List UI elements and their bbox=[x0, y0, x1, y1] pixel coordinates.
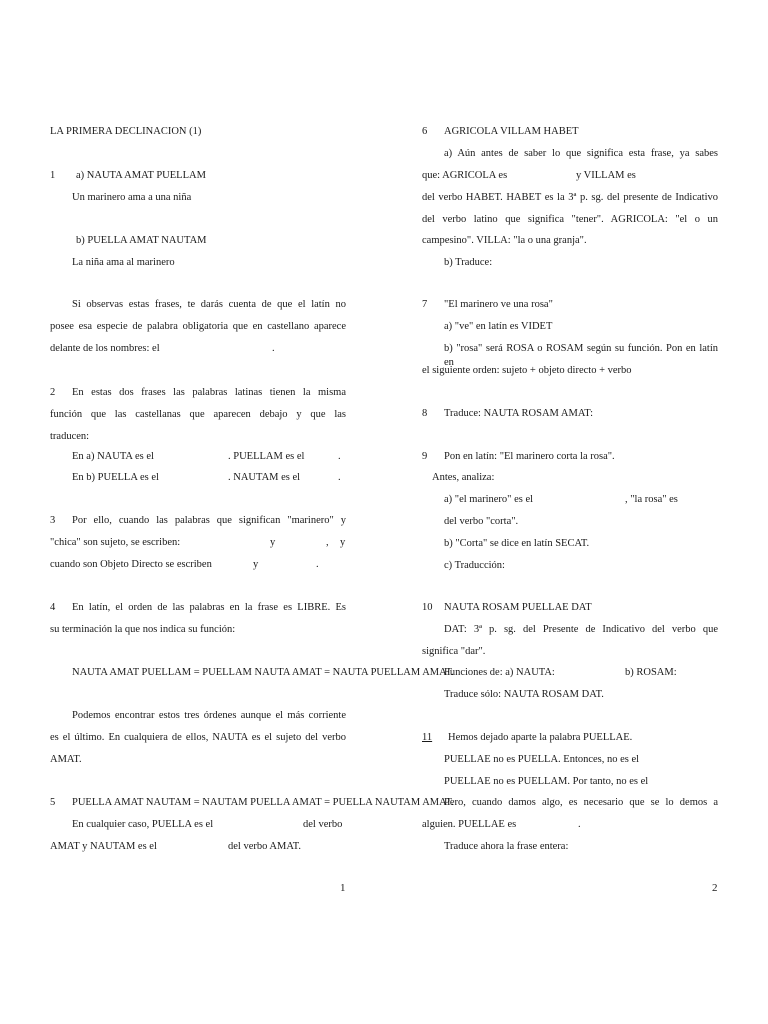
paragraph-line: traducen: bbox=[50, 431, 90, 442]
paragraph-line: b) Traduce: bbox=[444, 257, 493, 268]
paragraph-line: En latín, el orden de las palabras en la frase es LIBRE. Es bbox=[72, 602, 346, 613]
blank-sep: , bbox=[326, 537, 329, 548]
paragraph-line: cuando son Objeto Directo se escriben bbox=[50, 559, 212, 570]
item-number: 9 bbox=[422, 451, 428, 462]
paragraph-line: y VILLAM es bbox=[576, 170, 636, 181]
latin-order: NAUTA AMAT PUELLAM = PUELLAM NAUTA AMAT = NAUTA PUELLAM AMAT. bbox=[72, 667, 454, 678]
paragraph-line: delante de los nombres: el bbox=[50, 343, 160, 354]
paragraph-line: que: AGRICOLA es bbox=[422, 170, 508, 181]
paragraph-line: AMAT y NAUTAM es el bbox=[50, 841, 157, 852]
translation: La niña ama al marinero bbox=[72, 257, 175, 268]
page-title: LA PRIMERA DECLINACION (1) bbox=[50, 126, 202, 137]
paragraph-line: "El marinero ve una rosa" bbox=[444, 299, 553, 310]
latin-sentence: AGRICOLA VILLAM HABET bbox=[444, 126, 579, 137]
paragraph-line: b) "rosa" será ROSA o ROSAM según su función. Pon en latín en bbox=[444, 343, 718, 368]
paragraph-line: a) "ve" en latín es VIDET bbox=[444, 321, 553, 332]
paragraph-line: del verbo AMAT. bbox=[228, 841, 302, 852]
paragraph-line: AMAT. bbox=[50, 754, 82, 765]
paragraph-line: Traduce ahora la frase entera: bbox=[444, 841, 569, 852]
page-number: 1 bbox=[340, 882, 346, 894]
item-number: 2 bbox=[50, 387, 56, 398]
blank-sep: . bbox=[316, 559, 319, 570]
translation: Un marinero ama a una niña bbox=[72, 192, 192, 203]
blank-sep: y bbox=[270, 537, 276, 548]
item-number: 8 bbox=[422, 408, 428, 419]
fill-line: En a) NAUTA es el bbox=[72, 451, 154, 462]
fill-line: b) ROSAM: bbox=[625, 667, 677, 678]
latin-order: PUELLA AMAT NAUTAM = NAUTAM PUELLA AMAT = PUELLA NAUTAM AMAT. bbox=[72, 797, 454, 808]
fill-line: . PUELLAM es el bbox=[228, 451, 305, 462]
paragraph-line: Pon en latín: "El marinero corta la rosa". bbox=[444, 451, 615, 462]
fill-line: En b) PUELLA es el bbox=[72, 472, 159, 483]
blank-end: . bbox=[272, 343, 275, 354]
item-number: 3 bbox=[50, 515, 56, 526]
paragraph-line: Pero, cuando damos algo, es necesario que se lo demos a bbox=[444, 797, 718, 808]
paragraph-line: Traduce: NAUTA ROSAM AMAT: bbox=[444, 408, 594, 419]
fill-line: . bbox=[338, 472, 341, 483]
latin-sentence: a) NAUTA AMAT PUELLAM bbox=[76, 170, 206, 181]
paragraph-line: es el último. En cualquiera de ellos, NAUTA es el sujeto del verbo bbox=[50, 732, 346, 743]
latin-sentence: NAUTA ROSAM PUELLAE DAT bbox=[444, 602, 592, 613]
paragraph-line: "chica" son sujeto, se escriben: bbox=[50, 537, 181, 548]
paragraph-line: alguien. PUELLAE es bbox=[422, 819, 517, 830]
fill-line: Funciones de: a) NAUTA: bbox=[444, 667, 555, 678]
paragraph-line: del verbo latino que significa "tener". AGRICOLA: "el o un bbox=[422, 214, 718, 225]
page-2 bbox=[422, 0, 718, 1024]
paragraph-line: significa "dar". bbox=[422, 646, 486, 657]
paragraph-line: b) "Corta" se dice en latín SECAT. bbox=[444, 538, 590, 549]
paragraph-line: del verbo HABET. HABET es la 3ª p. sg. del presente de Indicativo bbox=[422, 192, 718, 203]
paragraph-line: su terminación la que nos indica su función: bbox=[50, 624, 236, 635]
paragraph-line: En cualquier caso, PUELLA es el bbox=[72, 819, 214, 830]
paragraph-line: Si observas estas frases, te darás cuenta de que el latín no bbox=[72, 299, 346, 310]
paragraph-line: el siguiente orden: sujeto + objeto directo + verbo bbox=[422, 365, 632, 376]
item-number: 4 bbox=[50, 602, 56, 613]
item-number: 11 bbox=[422, 732, 433, 743]
paragraph-line: c) Traducción: bbox=[444, 560, 505, 571]
paragraph-line: Por ello, cuando las palabras que significan "marinero" y bbox=[72, 515, 346, 526]
item-number: 7 bbox=[422, 299, 428, 310]
paragraph-line: campesino". VILLA: "la o una granja". bbox=[422, 235, 587, 246]
item-number: 1 bbox=[50, 170, 56, 181]
fill-line: , "la rosa" es bbox=[625, 494, 678, 505]
blank-sep: y bbox=[340, 537, 346, 548]
fill-line: . bbox=[338, 451, 341, 462]
paragraph-line: En estas dos frases las palabras latinas tienen la misma bbox=[72, 387, 346, 398]
paragraph-line: Traduce sólo: NAUTA ROSAM DAT. bbox=[444, 689, 604, 700]
blank-end: . bbox=[578, 819, 581, 830]
page-number: 2 bbox=[712, 882, 718, 894]
paragraph-line: Antes, analiza: bbox=[432, 472, 495, 483]
paragraph-line: Podemos encontrar estos tres órdenes aunque el más corriente bbox=[72, 710, 346, 721]
blank-sep: y bbox=[253, 559, 259, 570]
item-number: 5 bbox=[50, 797, 56, 808]
fill-line: del verbo "corta". bbox=[444, 516, 519, 527]
paragraph-line: del verbo bbox=[303, 819, 343, 830]
paragraph-line: Hemos dejado aparte la palabra PUELLAE. bbox=[448, 732, 633, 743]
paragraph-line: DAT: 3ª p. sg. del Presente de Indicativo del verbo que bbox=[444, 624, 718, 635]
paragraph-line: posee esa especie de palabra obligatoria que en castellano aparece bbox=[50, 321, 346, 332]
item-number: 10 bbox=[422, 602, 433, 613]
paragraph-line: PUELLAE no es PUELLAM. Por tanto, no es el bbox=[444, 776, 649, 787]
paragraph-line: PUELLAE no es PUELLA. Entonces, no es el bbox=[444, 754, 640, 765]
latin-sentence: b) PUELLA AMAT NAUTAM bbox=[76, 235, 207, 246]
item-number: 6 bbox=[422, 126, 428, 137]
paragraph-line: función que las castellanas que aparecen debajo y que las bbox=[50, 409, 346, 420]
fill-line: a) "el marinero" es el bbox=[444, 494, 534, 505]
fill-line: . NAUTAM es el bbox=[228, 472, 301, 483]
paragraph-line: a) Aún antes de saber lo que significa esta frase, ya sabes bbox=[444, 148, 718, 159]
